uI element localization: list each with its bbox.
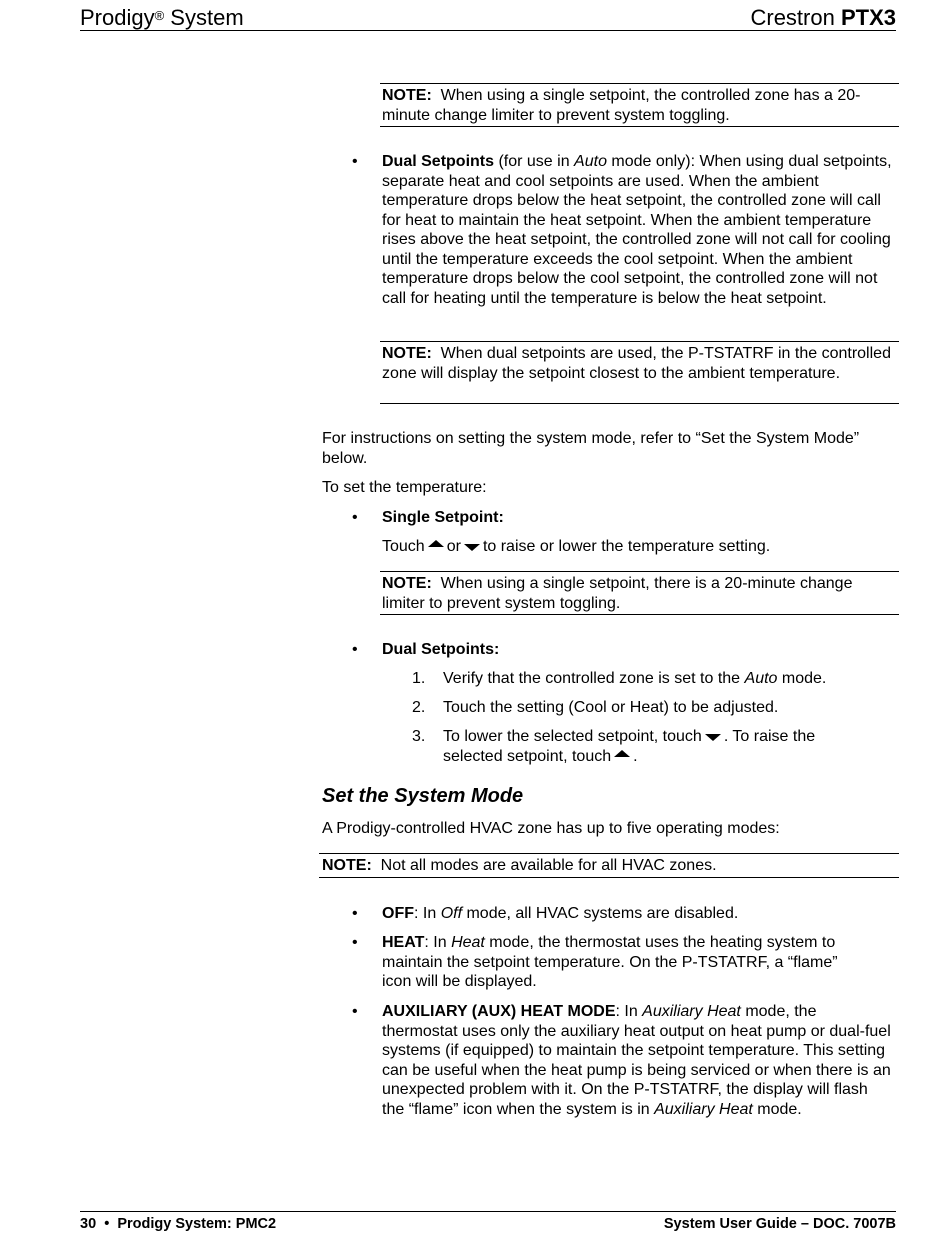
note-label: NOTE:	[322, 857, 372, 874]
mode-title: HEAT	[382, 934, 425, 951]
note-label: NOTE:	[382, 87, 432, 104]
footer-product: Prodigy System: PMC2	[117, 1216, 277, 1232]
page-header	[80, 4, 896, 31]
text-segment: To lower the selected setpoint, touch	[443, 728, 702, 745]
mode-italic: Heat	[451, 934, 485, 951]
list-item-mode-aux-heat	[352, 1002, 892, 1119]
text-segment: Verify that the controlled zone is set to the	[443, 670, 745, 687]
bullet-marker: •	[352, 905, 358, 922]
step-number: 3.	[412, 728, 426, 745]
page-number: 30	[80, 1216, 97, 1232]
note-modes-availability	[319, 853, 899, 878]
auto-mode-text: Auto	[574, 153, 607, 170]
step-1-text	[443, 669, 893, 689]
text-segment: mode.	[752, 1100, 802, 1118]
footer-left	[80, 1215, 276, 1233]
auto-mode-text: Auto	[744, 670, 778, 687]
text-segment: .	[633, 747, 638, 765]
section-title-set-system-mode: Set the System Mode	[322, 785, 524, 807]
mode-italic: Auxiliary Heat	[642, 1003, 741, 1020]
single-setpoint-instruction	[382, 537, 902, 557]
bullet-marker: •	[352, 934, 358, 951]
mode-title: OFF	[382, 905, 414, 922]
step-number: 2.	[412, 699, 426, 716]
down-arrow-icon	[705, 734, 721, 741]
instructions-paragraph: For instructions on setting the system mode, refer to “Set the System Mode” below.	[322, 430, 860, 467]
list-item-dual-setpoints-steps	[352, 640, 892, 660]
text-segment: : In	[424, 934, 452, 951]
page-footer	[80, 1211, 896, 1233]
header-product-title: Prodigy® System	[80, 5, 244, 30]
bullet-marker: •	[352, 509, 358, 526]
text-segment: or	[446, 538, 461, 555]
text-segment: mode, the thermostat uses the heating system to maintain the setpoint temperature. On the P-TSTATRF, a “flame” icon will be displayed.	[382, 934, 838, 990]
note-single-setpoint-limiter	[380, 83, 899, 127]
footer-separator: •	[104, 1216, 110, 1232]
text-segment: . To raise the selected setpoint, touch	[443, 728, 816, 765]
note-text: When using a single setpoint, there is a 20-minute change limiter to prevent system toggling.	[382, 575, 853, 612]
bullet-marker: •	[352, 1003, 358, 1020]
note-text: When using a single setpoint, the controlled zone has a 20-minute change limiter to prevent system toggling.	[382, 87, 861, 124]
text-segment: mode only): When using dual setpoints, separate heat and cool setpoints are used. When the ambient temperature drops below the heat setpoint, the controlled zone will call for heat to maintain the heat setpoint. When the ambient temperature rises above the heat setpoint, the controlled zone will not call for cooling until the temperature exceeds the cool setpoint. When the ambient temperature drops below the cool setpoint, the controlled zone will not call for heating until the temperature is below the heat setpoint.	[382, 153, 892, 307]
text-segment: mode, the thermostat uses only the auxiliary heat output on heat pump or dual-fuel systems (if equipped) to maintain the setpoint temperature. This setting can be useful when the heat pump is being serviced or when there is an unexpected problem with it. On the P-TSTATRF, the display will flash the “flame” icon when the system is in	[382, 1003, 891, 1118]
text-segment: (for use in	[494, 153, 575, 170]
footer-right: System User Guide – DOC. 7007B	[663, 1216, 896, 1232]
mode-italic: Auxiliary Heat	[654, 1100, 753, 1118]
text-segment: : In	[615, 1003, 643, 1020]
up-arrow-icon	[428, 540, 444, 547]
text-segment: to raise or lower the temperature setting.	[482, 538, 771, 555]
bullet-marker: •	[352, 641, 358, 658]
note-label: NOTE:	[382, 575, 432, 592]
bullet-marker: •	[352, 153, 358, 170]
mode-italic: Off	[440, 905, 463, 922]
dual-setpoints-title: Dual Setpoints	[382, 153, 495, 170]
up-arrow-icon	[614, 750, 630, 757]
note-text: When dual setpoints are used, the P-TSTATRF in the controlled zone will display the setpoint closest to the ambient temperature.	[382, 345, 891, 382]
list-item-dual-setpoints	[352, 152, 892, 308]
list-item-mode-off	[352, 904, 892, 924]
dual-setpoints-steps-title: Dual Setpoints:	[382, 641, 500, 658]
step-2-text: Touch the setting (Cool or Heat) to be adjusted.	[443, 699, 779, 716]
step-3-text	[443, 727, 863, 766]
text-segment: mode.	[777, 670, 827, 687]
note-label: NOTE:	[382, 345, 432, 362]
text-segment: : In	[414, 905, 441, 922]
list-item-single-setpoint	[352, 508, 892, 528]
note-dual-setpoints-display	[380, 341, 899, 404]
note-text: Not all modes are available for all HVAC zones.	[380, 857, 717, 874]
text-segment: mode, all HVAC systems are disabled.	[462, 905, 739, 922]
header-device-title: Crestron PTX3	[750, 5, 896, 30]
list-item-mode-heat	[352, 933, 892, 992]
note-single-setpoint-change-limiter	[380, 571, 899, 615]
to-set-temperature-paragraph: To set the temperature:	[322, 479, 487, 496]
down-arrow-icon	[464, 544, 480, 551]
mode-title: AUXILIARY (AUX) HEAT MODE	[382, 1003, 616, 1020]
text-segment: Touch	[382, 538, 425, 555]
step-number: 1.	[412, 670, 426, 687]
single-setpoint-title: Single Setpoint:	[382, 509, 504, 526]
modes-intro-paragraph: A Prodigy-controlled HVAC zone has up to five operating modes:	[322, 820, 780, 837]
